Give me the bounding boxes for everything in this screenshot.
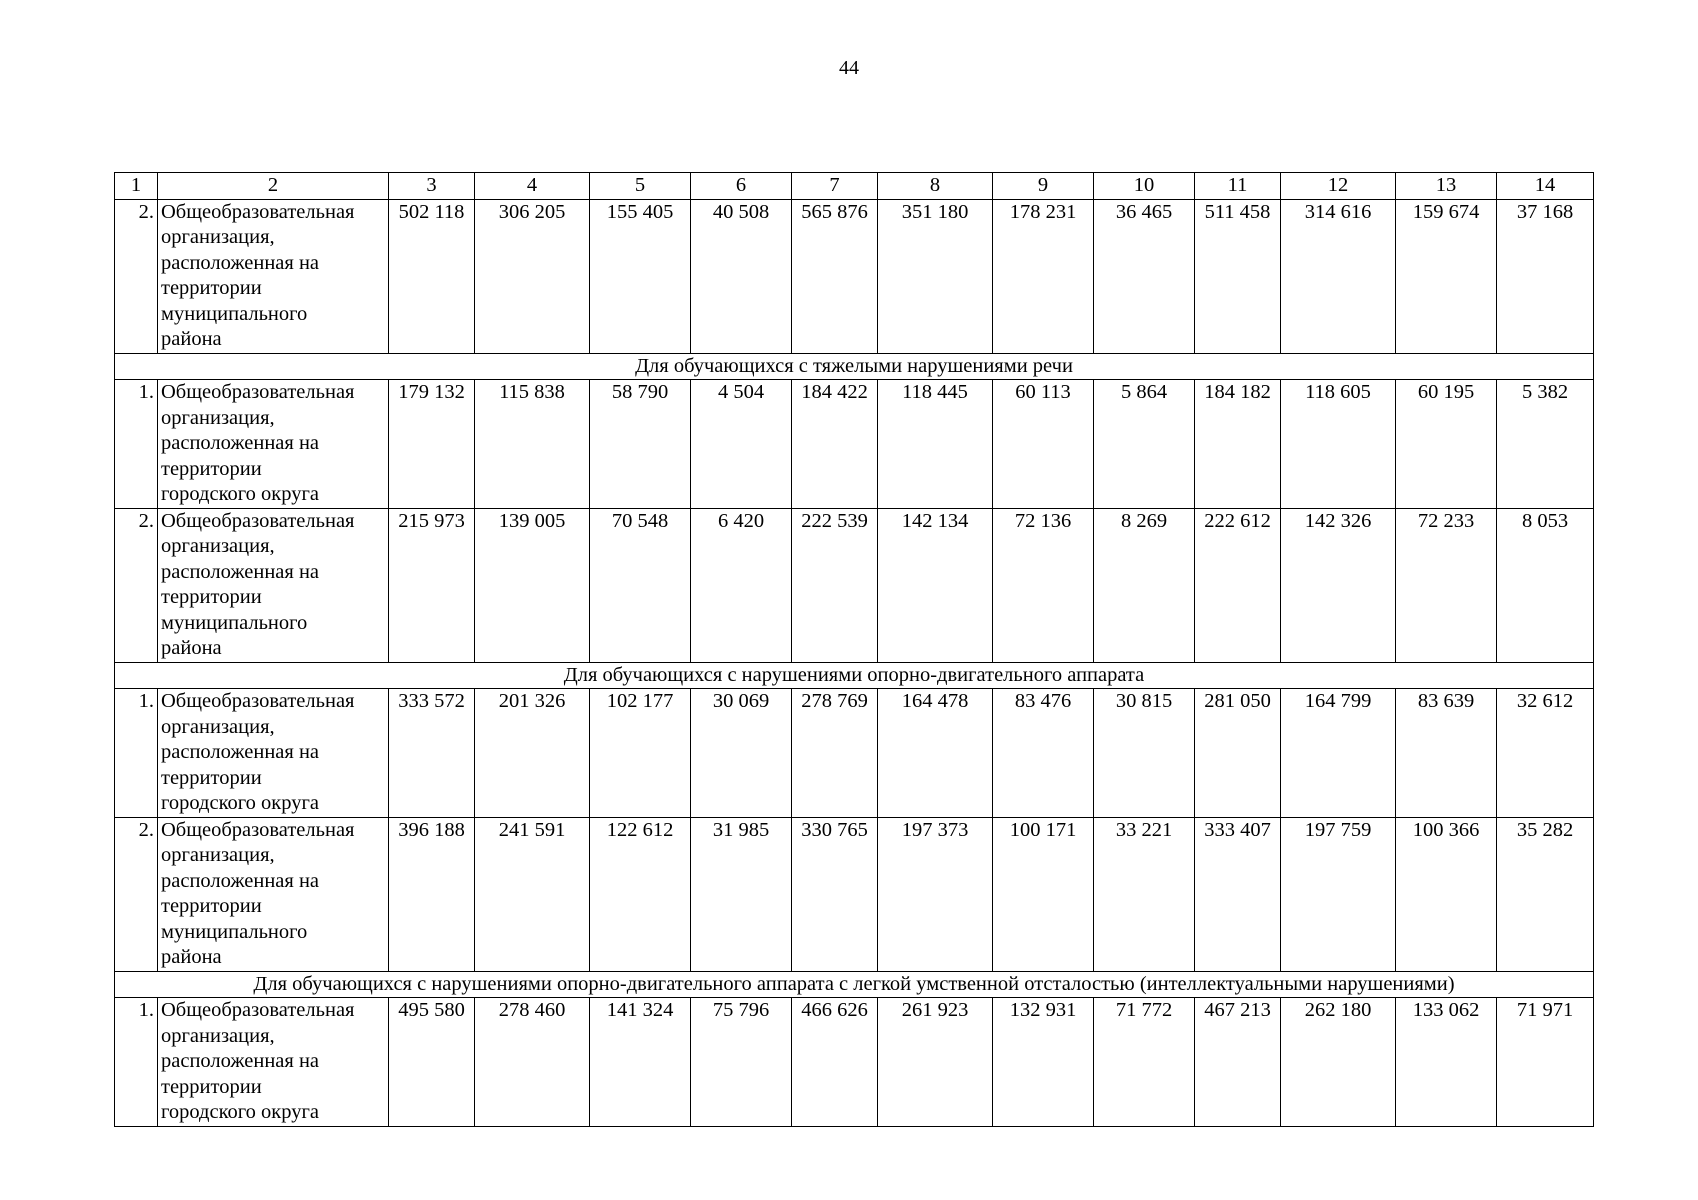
value-cell: 5 864: [1094, 380, 1195, 509]
header-cell: 5: [590, 173, 691, 200]
value-cell: 4 504: [691, 380, 792, 509]
value-cell: 83 639: [1396, 689, 1497, 818]
value-cell: 40 508: [691, 199, 792, 353]
row-index: 2.: [115, 508, 158, 662]
row-name-line: территории: [161, 277, 262, 299]
section-row: [115, 971, 1594, 998]
value-cell: 8 053: [1497, 508, 1594, 662]
row-index: 1.: [115, 689, 158, 818]
value-cell: 35 282: [1497, 817, 1594, 971]
row-name-line: территории: [161, 895, 262, 917]
value-cell: 178 231: [993, 199, 1094, 353]
row-name-line: расположенная на: [161, 869, 320, 892]
value-cell: 83 476: [993, 689, 1094, 818]
section-row: [115, 662, 1594, 689]
value-cell: 31 985: [691, 817, 792, 971]
value-cell: 60 113: [993, 380, 1094, 509]
value-cell: 142 134: [878, 508, 993, 662]
value-cell: 502 118: [389, 199, 475, 353]
section-title: Для обучающихся с тяжелыми нарушениями речи: [115, 353, 1594, 380]
row-name-line: Общеобразовательная: [161, 381, 355, 403]
table-header-row: [115, 173, 1594, 200]
row-name-line: Общеобразовательная: [161, 509, 355, 532]
value-cell: 467 213: [1195, 998, 1281, 1127]
value-cell: 100 171: [993, 817, 1094, 971]
row-name-line: расположенная на: [161, 251, 320, 274]
table-row: [115, 380, 1594, 509]
value-cell: 36 465: [1094, 199, 1195, 353]
value-cell: 197 759: [1281, 817, 1396, 971]
value-cell: 71 971: [1497, 998, 1594, 1127]
row-name-line: муниципального: [161, 611, 308, 634]
value-cell: 222 612: [1195, 508, 1281, 662]
value-cell: 201 326: [475, 689, 590, 818]
row-name-line: Общеобразовательная: [161, 690, 355, 712]
data-table: [114, 172, 1594, 1127]
value-cell: 8 269: [1094, 508, 1195, 662]
header-cell: 9: [993, 173, 1094, 200]
row-name-line: расположенная на: [161, 560, 320, 583]
value-cell: 164 799: [1281, 689, 1396, 818]
row-index: 1.: [115, 380, 158, 509]
value-cell: 306 205: [475, 199, 590, 353]
value-cell: 102 177: [590, 689, 691, 818]
value-cell: 30 815: [1094, 689, 1195, 818]
row-name-line: территории: [161, 586, 262, 608]
value-cell: 396 188: [389, 817, 475, 971]
row-name-line: расположенная на: [161, 432, 320, 454]
value-cell: 262 180: [1281, 998, 1396, 1127]
row-name-line: расположенная на: [161, 1050, 320, 1072]
section-title: Для обучающихся с нарушениями опорно-двигательного аппарата с легкой умственной отсталостью (интеллектуальными нарушениями): [115, 971, 1594, 998]
row-name: [158, 689, 389, 818]
row-name-line: организация,: [161, 226, 275, 248]
value-cell: 495 580: [389, 998, 475, 1127]
row-name-line: муниципального: [161, 302, 308, 325]
row-name-line: района: [161, 637, 222, 659]
value-cell: 60 195: [1396, 380, 1497, 509]
value-cell: 122 612: [590, 817, 691, 971]
value-cell: 278 769: [792, 689, 878, 818]
value-cell: 58 790: [590, 380, 691, 509]
value-cell: 164 478: [878, 689, 993, 818]
value-cell: 351 180: [878, 199, 993, 353]
header-cell: 3: [389, 173, 475, 200]
value-cell: 118 445: [878, 380, 993, 509]
value-cell: 314 616: [1281, 199, 1396, 353]
value-cell: 5 382: [1497, 380, 1594, 509]
row-name-line: городского округа: [161, 792, 319, 814]
value-cell: 215 973: [389, 508, 475, 662]
row-index: 2.: [115, 199, 158, 353]
table-row: [115, 689, 1594, 818]
row-name-line: городского округа: [161, 483, 319, 505]
value-cell: 159 674: [1396, 199, 1497, 353]
row-name: [158, 380, 389, 509]
value-cell: 6 420: [691, 508, 792, 662]
row-index: 2.: [115, 817, 158, 971]
section-row: [115, 353, 1594, 380]
row-name-line: Общеобразовательная: [161, 200, 355, 223]
value-cell: 184 182: [1195, 380, 1281, 509]
row-name-line: расположенная на: [161, 741, 320, 763]
value-cell: 141 324: [590, 998, 691, 1127]
header-cell: 12: [1281, 173, 1396, 200]
value-cell: 142 326: [1281, 508, 1396, 662]
value-cell: 281 050: [1195, 689, 1281, 818]
value-cell: 241 591: [475, 817, 590, 971]
value-cell: 155 405: [590, 199, 691, 353]
value-cell: 278 460: [475, 998, 590, 1127]
value-cell: 115 838: [475, 380, 590, 509]
value-cell: 565 876: [792, 199, 878, 353]
header-cell: 7: [792, 173, 878, 200]
value-cell: 333 407: [1195, 817, 1281, 971]
row-name-line: муниципального: [161, 920, 308, 943]
row-name-line: территории: [161, 1075, 262, 1098]
row-name: [158, 199, 389, 353]
value-cell: 118 605: [1281, 380, 1396, 509]
row-name: [158, 817, 389, 971]
page-number: 44: [839, 57, 859, 79]
header-cell: 13: [1396, 173, 1497, 200]
value-cell: 133 062: [1396, 998, 1497, 1127]
value-cell: 197 373: [878, 817, 993, 971]
row-name-line: организация,: [161, 715, 275, 738]
value-cell: 179 132: [389, 380, 475, 509]
header-cell: 14: [1497, 173, 1594, 200]
value-cell: 132 931: [993, 998, 1094, 1127]
row-index: 1.: [115, 998, 158, 1127]
row-name-line: организация,: [161, 406, 275, 429]
value-cell: 222 539: [792, 508, 878, 662]
row-name-line: организация,: [161, 844, 275, 866]
value-cell: 466 626: [792, 998, 878, 1127]
row-name-line: организация,: [161, 535, 275, 557]
header-cell: 10: [1094, 173, 1195, 200]
header-cell: 11: [1195, 173, 1281, 200]
row-name-line: территории: [161, 457, 262, 480]
section-title: Для обучающихся с нарушениями опорно-двигательного аппарата: [115, 662, 1594, 689]
row-name-line: Общеобразовательная: [161, 818, 355, 841]
table-row: [115, 998, 1594, 1127]
row-name: [158, 998, 389, 1127]
header-cell: 4: [475, 173, 590, 200]
row-name-line: Общеобразовательная: [161, 999, 355, 1021]
value-cell: 333 572: [389, 689, 475, 818]
table-row: [115, 508, 1594, 662]
row-name-line: территории: [161, 766, 262, 789]
value-cell: 330 765: [792, 817, 878, 971]
row-name-line: организация,: [161, 1024, 275, 1047]
value-cell: 100 366: [1396, 817, 1497, 971]
row-name-line: района: [161, 946, 222, 968]
row-name-line: городского округа: [161, 1101, 319, 1123]
value-cell: 32 612: [1497, 689, 1594, 818]
row-name-line: района: [161, 328, 222, 350]
value-cell: 33 221: [1094, 817, 1195, 971]
value-cell: 261 923: [878, 998, 993, 1127]
value-cell: 75 796: [691, 998, 792, 1127]
value-cell: 72 136: [993, 508, 1094, 662]
value-cell: 71 772: [1094, 998, 1195, 1127]
row-name: [158, 508, 389, 662]
value-cell: 70 548: [590, 508, 691, 662]
header-cell: 1: [115, 173, 158, 200]
header-cell: 2: [158, 173, 389, 200]
value-cell: 30 069: [691, 689, 792, 818]
value-cell: 37 168: [1497, 199, 1594, 353]
value-cell: 184 422: [792, 380, 878, 509]
value-cell: 511 458: [1195, 199, 1281, 353]
header-cell: 6: [691, 173, 792, 200]
table-row: [115, 817, 1594, 971]
value-cell: 139 005: [475, 508, 590, 662]
value-cell: 72 233: [1396, 508, 1497, 662]
table-body: [115, 173, 1594, 1127]
header-cell: 8: [878, 173, 993, 200]
table-row: [115, 199, 1594, 353]
